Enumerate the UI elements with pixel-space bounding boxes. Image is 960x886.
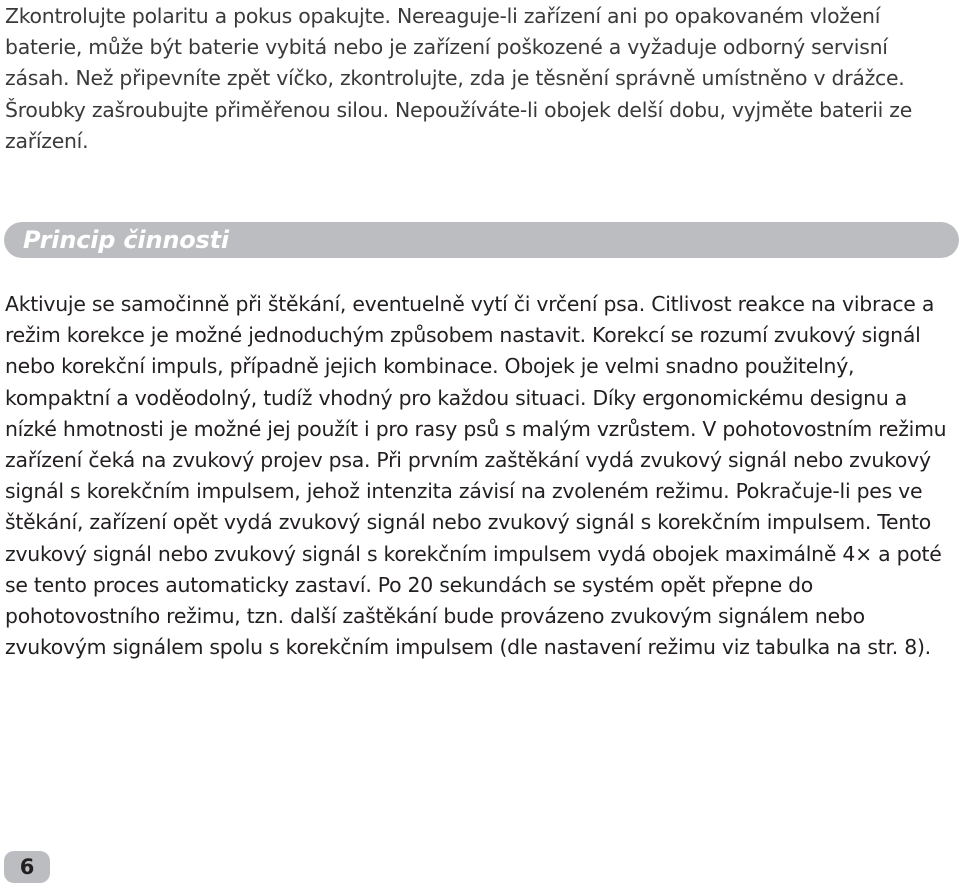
section-title: Princip činnosti — [23, 226, 229, 254]
section-body-paragraph: Aktivuje se samočinně při štěkání, eventuelně vytí či vrčení psa. Citlivost reakce na vibrace a režim korekce je možné jednoduchým způsobem nastavit. Korekcí se rozumí zvukový signál nebo korekční impuls, případně jejich kombinace. Obojek je velmi snadno použitelný, kompaktní a voděodolný, tudíž vhodný pro každou situaci. Díky ergonomickému designu a nízké hmotnosti je možné jej použít i pro rasy psů s malým vzrůstem. V pohotovostním režimu zařízení čeká na zvukový projev psa. Při prvním zaštěkání vydá zvukový signál nebo zvukový signál s korekčním impulsem, jehož intenzita závisí na zvoleném režimu. Pokračuje-li pes ve štěkání, zařízení opět vydá zvukový signál nebo zvukový signál s korekčním impulsem. Tento zvukový signál nebo zvukový signál s korekčním impulsem vydá obojek maximálně 4× a poté se tento proces automaticky zastaví. Po 20 sekundách se systém opět přepne do pohotovostního režimu, tzn. další zaštěkání bude provázeno zvukovým signálem nebo zvukovým signálem spolu s korekčním impulsem (dle nastavení režimu viz tabulka na str. 8). — [5, 292, 947, 660]
section-header-bar — [4, 222, 959, 258]
intro-paragraph: Zkontrolujte polaritu a pokus opakujte. Nereaguje-li zařízení ani po opakovaném vložení baterie, může být baterie vybitá nebo je zařízení poškozené a vyžaduje odborný servisní zásah. Než připevníte zpět víčko, zkontrolujte, zda je těsnění správně umístněno v drážce. Šroubky zašroubujte přiměřenou silou. Nepoužíváte-li obojek delší dobu, vyjměte baterii ze zařízení. — [5, 4, 913, 153]
page-number-badge — [4, 851, 50, 883]
page-number: 6 — [19, 855, 35, 879]
